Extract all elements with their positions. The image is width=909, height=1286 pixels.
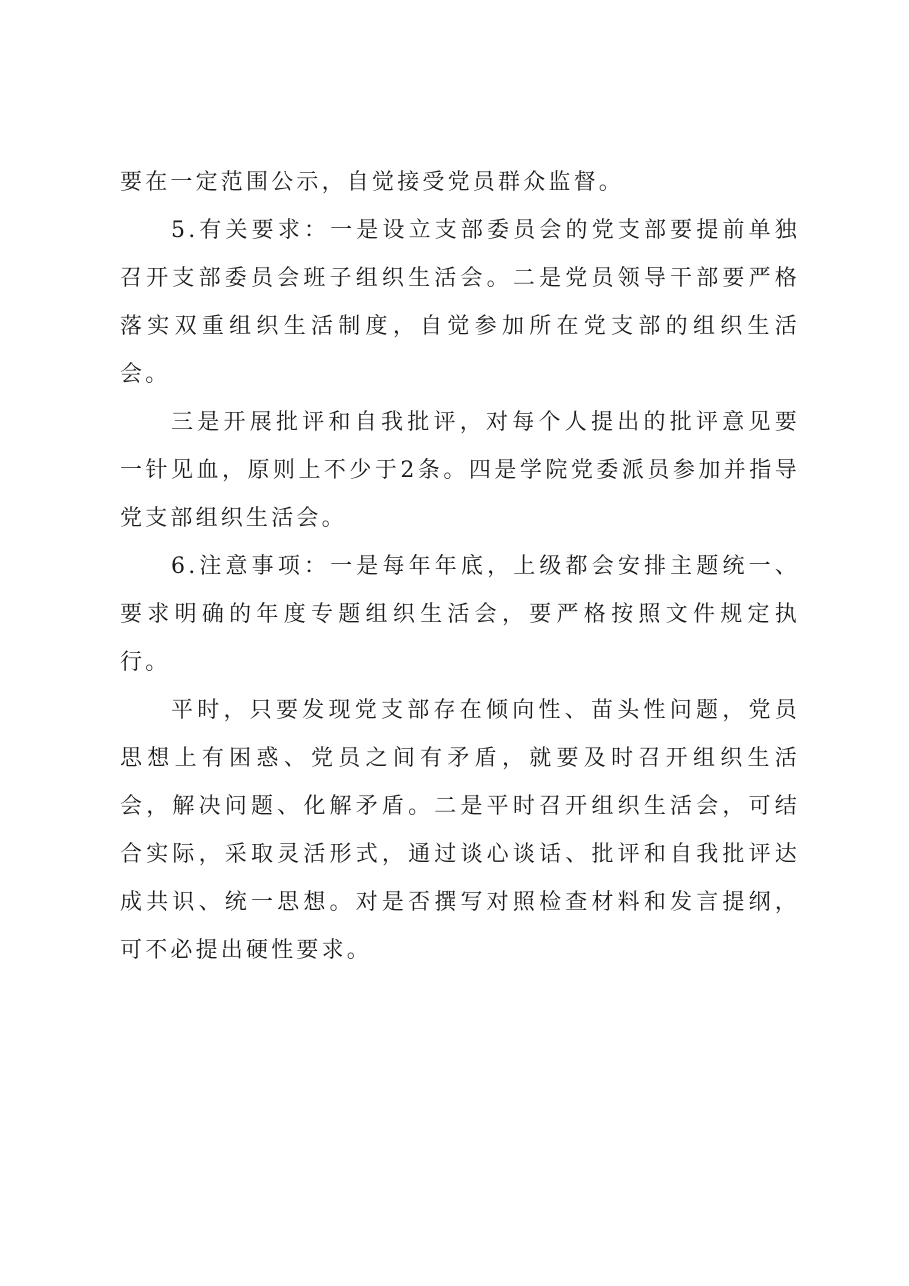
- paragraph-continuation: 要在一定范围公示，自觉接受党员群众监督。: [120, 170, 625, 195]
- paragraph-criticism: 三是开展批评和自我批评，对每个人提出的批评意见要一针见血，原则上不少于2条。四是学院党委派员参加并指导党支部组织生活会。: [120, 410, 800, 531]
- paragraph-requirements: 5.有关要求：一是设立支部委员会的党支部要提前单独召开支部委员会班子组织生活会。二是党员领导干部要严格落实双重组织生活制度，自觉参加所在党支部的组织生活会。: [120, 218, 800, 387]
- paragraph-routine: 平时，只要发现党支部存在倾向性、苗头性问题，党员思想上有困惑、党员之间有矛盾，就要及时召开组织生活会，解决问题、化解矛盾。二是平时召开组织生活会，可结合实际，采取灵活形式，通过谈心谈话、批评和自我批评达成共识、统一思想。对是否撰写对照检查材料和发言提纲，可不必提出硬性要求。: [120, 698, 800, 963]
- paragraph-notes: 6.注意事项：一是每年年底，上级都会安排主题统一、要求明确的年度专题组织生活会，要严格按照文件规定执行。: [120, 554, 800, 675]
- document-body: [120, 159, 800, 975]
